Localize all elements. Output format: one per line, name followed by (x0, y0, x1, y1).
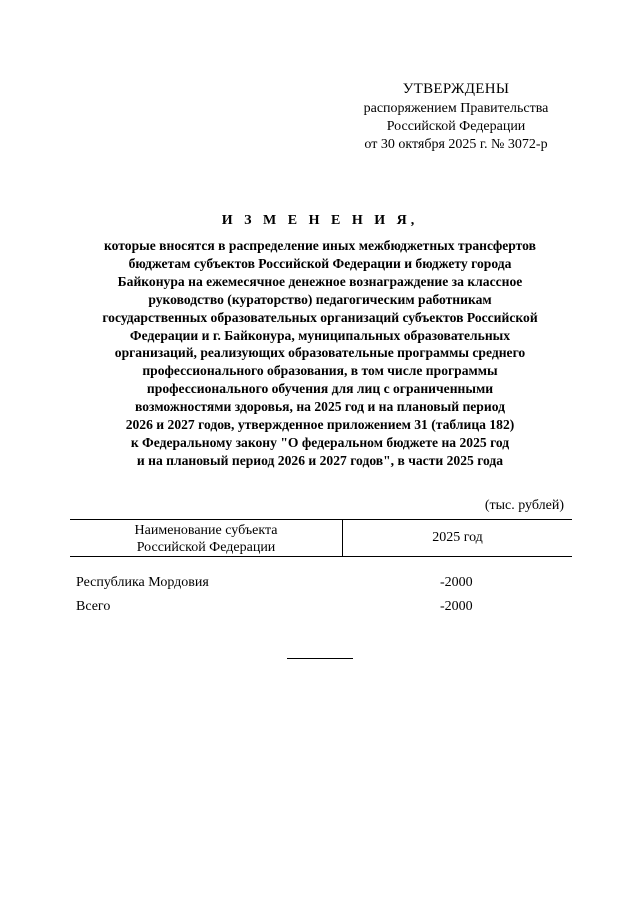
table-row (76, 575, 572, 595)
units-label: (тыс. рублей) (484, 498, 564, 513)
subtitle-line: и на плановый период 2026 и 2027 годов", в части 2025 года (136, 452, 504, 468)
approval-block (340, 80, 572, 154)
column-header-subject-line-2: Российской Федерации (136, 540, 276, 555)
end-divider (287, 658, 353, 659)
subtitle-line: к Федеральному закону "О федеральном бюджете на 2025 год (130, 434, 510, 450)
subtitle-line: организаций, реализующих образовательные программы среднего (114, 345, 526, 361)
table-row (76, 599, 572, 619)
column-header-subject-line-1: Наименование субъекта (134, 523, 278, 538)
subtitle-line: бюджетам субъектов Российской Федерации и бюджету города (128, 255, 512, 271)
subtitle-line: профессионального обучения для лиц с ограниченными (146, 381, 494, 397)
subtitle-line: которые вносятся в распределение иных межбюджетных трансфертов (104, 238, 536, 253)
subtitle-line: государственных образовательных организаций субъектов Российской (102, 309, 538, 325)
approval-line-1: распоряжением Правительства (363, 101, 549, 116)
subtitle-line: Байконура на ежемесячное денежное вознаграждение за классное (117, 273, 523, 289)
column-header-subject (70, 520, 343, 556)
document-subtitle (40, 237, 600, 470)
subtitle-line: 2026 и 2027 годов, утвержденное приложением 31 (таблица 182) (125, 417, 515, 433)
subtitle-line: руководство (кураторство) педагогическим работникам (148, 291, 492, 307)
row-value: -2000 (440, 575, 473, 590)
table-header (70, 519, 572, 557)
column-header-year: 2025 год (432, 530, 483, 545)
approval-line-3: от 30 октября 2025 г. № 3072-р (364, 137, 548, 152)
row-total-name: Всего (76, 599, 111, 614)
subtitle-line: возможностями здоровья, на 2025 год и на плановый период (135, 399, 505, 415)
approval-line-2: Российской Федерации (386, 119, 526, 134)
row-total-value: -2000 (440, 599, 473, 614)
row-subject-name: Республика Мордовия (76, 575, 209, 590)
subtitle-line: Федерации и г. Байконура, муниципальных образовательных (129, 327, 511, 343)
subtitle-line: профессионального образования, в том числе программы (142, 363, 498, 379)
document-title: И З М Е Н Е Н И Я, (221, 213, 419, 228)
approval-heading: УТВЕРЖДЕНЫ (402, 81, 510, 97)
